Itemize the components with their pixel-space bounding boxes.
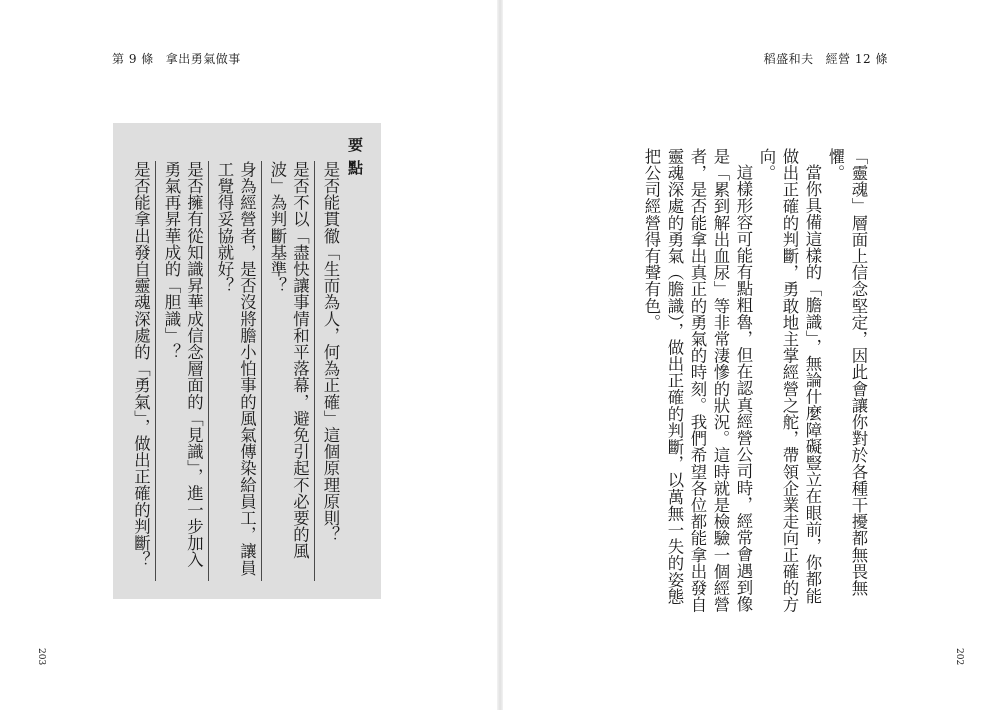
chapter-title: 拿出勇氣做事: [165, 52, 241, 66]
key-point-item: 是否能貫徹「生而為人，何為正確」這個原理原則？: [314, 161, 342, 581]
body-paragraph: 當你具備這樣的「膽識」，無論什麼障礙豎立在眼前，你都能做出正確的判斷，勇敢地主掌經營之舵，帶領企業走向正確的方向。: [757, 148, 822, 613]
body-paragraph: 「靈魂」層面上信念堅定，因此會讓你對於各種干擾都無畏無懼。: [826, 148, 868, 597]
key-point-item: 是否不以「盡快讓事情和平落幕，避免引起不必要的風波」為判斷基準？: [261, 161, 311, 581]
chapter-number: 第 9 條: [112, 52, 154, 66]
book-author: 稻盛和夫: [763, 52, 814, 66]
key-points-box: [113, 123, 381, 599]
key-points-list: [122, 161, 341, 581]
key-point-item: 身為經營者，是否沒將膽小怕事的風氣傳染給員工，讓員工覺得妥協就好？: [208, 161, 258, 581]
body-paragraph: 這樣形容可能有點粗魯，但在認真經營公司時，經常會遇到像是「累到解出血尿」等非常淒慘的狀況。這時就是檢驗一個經營者，是否能拿出真正的勇氣的時刻。我們希望各位都能拿出發自靈魂深處的勇氣（膽識），做出正確的判斷，以萬無一失的姿態把公司經營得有聲有色。: [642, 148, 753, 613]
right-running-head: [764, 50, 888, 67]
book-gutter: [497, 0, 503, 710]
left-running-head: [112, 50, 241, 67]
book-title: 經營 12 條: [825, 52, 888, 66]
key-points-title: 要點: [346, 137, 364, 183]
key-point-item: 是否能拿出發自靈魂深處的「勇氣」，做出正確的判斷？: [131, 161, 151, 568]
left-page-number: 203: [36, 648, 46, 666]
body-text: [642, 148, 870, 618]
key-point-item: 是否擁有從知識昇華成信念層面的「見識」，進一步加入勇氣再昇華成的「胆識」？: [155, 161, 205, 581]
right-page-number: 202: [954, 648, 964, 666]
